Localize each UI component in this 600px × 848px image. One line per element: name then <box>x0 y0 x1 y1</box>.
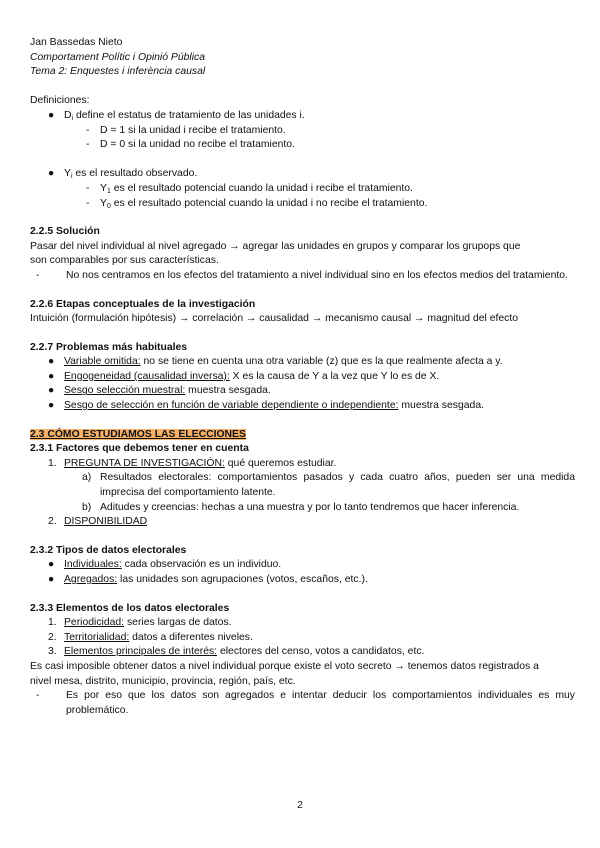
bullet-icon: ● <box>48 559 55 571</box>
definition-d: ● $D_i$ define el estatus de tratamiento de las unidades i. <box>48 109 305 122</box>
section-heading-2-3-2: 2.3.2 Tipos de datos electorales <box>30 544 187 556</box>
bullet-icon: ● <box>48 109 55 121</box>
bullet-icon: ● <box>48 356 55 368</box>
paragraph-line: son comparables por sus características. <box>30 255 219 267</box>
course-title: Comportament Polític i Opinió Pública <box>30 51 205 63</box>
numbered-item: 3. Elementos principales de interés: electores del censo, votos a candidatos, etc. <box>48 646 425 658</box>
lettered-item: b) Aditudes y creencias: hechas a una muestra y por lo tanto tendremos que hacer inferencia. <box>82 501 520 513</box>
list-item: ● Agregados: las unidades son agrupaciones (votos, escaños, etc.). <box>30 573 575 588</box>
dash-marker: - <box>86 139 90 151</box>
definitions-heading: Definiciones: <box>30 95 90 107</box>
numbered-item: 2. Territorialidad: datos a diferentes niveles. <box>48 631 253 643</box>
topic-title: Tema 2: Enquestes i inferència causal <box>30 66 206 78</box>
author-name: Jan Bassedas Nieto <box>30 37 123 48</box>
definition-y1: - $Y_1$ es el resultado potencial cuando la unidad i recibe el tratamiento. <box>86 182 413 195</box>
section-heading-2-3: 2.3 CÓMO ESTUDIAMOS LAS ELECCIONES <box>30 428 246 440</box>
section-heading-2-2-6: 2.2.6 Etapas conceptuales de la investigación <box>30 298 256 310</box>
definition-d0: - D = 0 si la unidad no recibe el tratamiento. <box>30 138 575 153</box>
section-heading-2-2-7: 2.2.7 Problemas más habituales <box>30 341 188 353</box>
numbered-item: 1. PREGUNTA DE INVESTIGACIÓN: qué queremos estudiar. <box>48 457 337 469</box>
lettered-item: a) Resultados electorales: comportamientos pasados y cada cuatro años, pueden ser una medida imprecisa del comportamiento latente. <box>82 472 575 499</box>
list-item: ● Variable omitida: no se tiene en cuenta una otra variable (z) que es la que realmente afecta a y. <box>30 355 575 370</box>
paragraph-line: nivel mesa, distrito, municipio, provincia, región, país, etc. <box>30 675 296 687</box>
list-item: ● Individuales: cada observación es un individuo. <box>30 558 575 573</box>
numbered-item: 1. Periodicidad: series largas de datos. <box>48 617 232 629</box>
dash-marker: - <box>36 690 40 702</box>
bullet-icon: ● <box>48 370 55 382</box>
dash-marker: - <box>86 124 90 136</box>
paragraph-line: Es casi imposible obtener datos a nivel individual porque existe el voto secreto → tenemos datos registrados a <box>30 660 539 672</box>
definition-y0: - $Y_0$ es el resultado potencial cuando la unidad i no recibe el tratamiento. <box>86 197 428 210</box>
dash-item: - Es por eso que los datos son agregados e intentar deducir los comportamientos individuales es muy problemático. <box>30 689 575 718</box>
bullet-icon: ● <box>48 574 55 585</box>
bullet-icon: ● <box>48 168 55 180</box>
list-item: ● Sesgo de selección en función de variable dependiente o independiente: muestra sesgada. <box>30 399 575 414</box>
dash-marker: - <box>86 197 90 209</box>
dash-marker: - <box>36 269 40 281</box>
document-page <box>30 36 575 718</box>
section-heading-2-3-3: 2.3.3 Elementos de los datos electorales <box>30 602 230 614</box>
definition-d1: - D = 1 si la unidad i recibe el tratamiento. <box>30 124 575 139</box>
paragraph-line: Pasar del nivel individual al nivel agregado → agregar las unidades en grupos y comparar los grupops que <box>30 240 521 252</box>
bullet-icon: ● <box>48 400 55 412</box>
dash-marker: - <box>86 182 90 194</box>
list-item: ● Engogeneidad (causalidad inversa): X es la causa de Y a la vez que Y lo es de X. <box>30 370 575 385</box>
section-heading-2-3-1: 2.3.1 Factores que debemos tener en cuenta <box>30 443 249 455</box>
section-heading-2-2-5: 2.2.5 Solución <box>30 226 100 238</box>
bullet-icon: ● <box>48 385 55 397</box>
dash-item: - No nos centramos en los efectos del tratamiento a nivel individual sino en los efectos medios del tratamiento. <box>30 269 575 284</box>
paragraph-line: Intuición (formulación hipótesis) → correlación → causalidad → mecanismo causal → magnitud del efecto <box>30 313 519 325</box>
list-item: ● Sesgo selección muestral: muestra sesgada. <box>30 384 575 399</box>
page-number: 2 <box>297 800 303 811</box>
definition-y: ● $Y_i$ es el resultado observado. <box>48 168 198 181</box>
numbered-item: 2. DISPONIBILIDAD <box>48 516 148 528</box>
